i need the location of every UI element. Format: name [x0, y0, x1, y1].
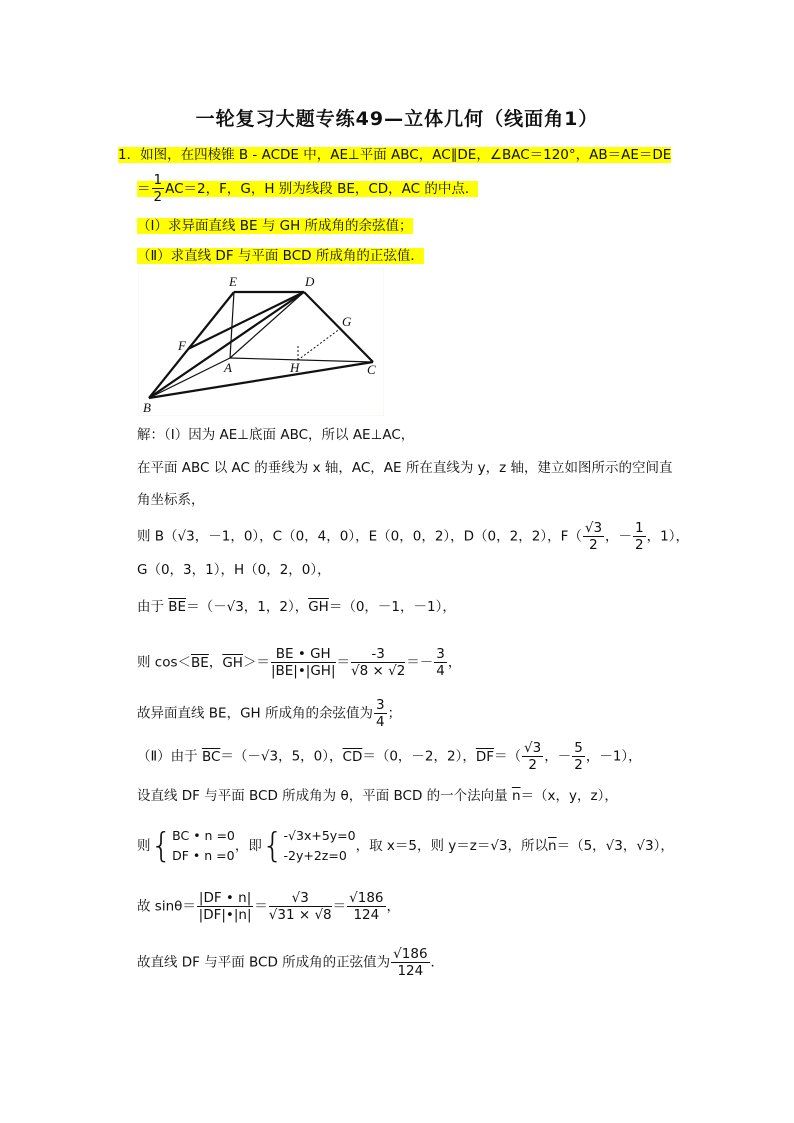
solution-line-11	[137, 824, 674, 868]
vector-n: $\overline{n}$	[548, 838, 557, 854]
text: ，取 x＝5，则 y＝z＝√3，所以	[355, 838, 549, 854]
solution-line-6	[137, 597, 456, 617]
vector-BC: $\overline{BC}$	[201, 748, 221, 765]
text: ，	[386, 898, 401, 915]
cos-fraction-1	[271, 646, 336, 679]
text: 由于	[137, 599, 169, 615]
system-2-row-1: -√3x+5y=0	[283, 828, 356, 843]
cos-fraction-2	[351, 646, 405, 679]
part-2-text: （Ⅱ）求直线 DF 与平面 BCD 所成角的正弦值．	[137, 248, 424, 264]
frac-den: 124	[353, 907, 380, 923]
text: ，即	[234, 838, 262, 854]
left-brace-icon: {	[150, 826, 173, 866]
sin-fraction-2	[269, 890, 332, 923]
frac-den: 4	[376, 714, 385, 730]
label-H: H	[290, 360, 300, 375]
text: ＝（0，－1，－1），	[328, 599, 456, 615]
text: ．	[430, 954, 445, 971]
frac-den: 124	[397, 963, 424, 979]
text: ，	[447, 654, 462, 671]
problem-line-1	[118, 145, 671, 165]
text: 故 sinθ＝	[137, 898, 196, 915]
frac-num: |DF • n|	[198, 890, 252, 906]
solution-line-1: 解：（Ⅰ）因为 AE⊥底面 ABC，所以 AE⊥AC，	[137, 427, 415, 443]
text: 则 cos＜	[137, 654, 192, 671]
frac-sqrt3-over-2	[522, 740, 543, 773]
text: ＝	[332, 898, 347, 915]
frac-den: 2	[153, 189, 163, 205]
text: ，	[208, 654, 223, 671]
text: ，－1），	[585, 748, 642, 765]
text: ＝（5，√3，√3），	[556, 838, 674, 854]
problem-text-2	[137, 172, 479, 205]
frac-num: √3	[584, 520, 603, 536]
system-1	[172, 826, 235, 866]
sin-fraction-3	[347, 890, 385, 923]
frac-num: √186	[349, 890, 384, 906]
frac-1-over-2	[633, 520, 646, 553]
text: ＝（－√3，5，0），	[220, 748, 343, 765]
vector-BE: $\overline{BE}$	[168, 599, 187, 615]
text: ＞＝	[242, 654, 270, 671]
frac-num: -3	[351, 646, 405, 663]
frac-den: √8 × √2	[351, 663, 406, 679]
frac-den: |BE|•|GH|	[270, 663, 336, 679]
solution-line-12	[137, 890, 400, 923]
coords-end: ，1），	[646, 528, 689, 545]
solution-line-8	[137, 697, 401, 730]
text: ；	[387, 705, 402, 722]
text: ＝	[336, 654, 350, 671]
label-A: A	[224, 360, 232, 375]
frac-5-over-2	[572, 740, 585, 773]
label-G: G	[342, 314, 352, 329]
label-F: F	[178, 338, 186, 353]
vector-DF: $\overline{DF}$	[475, 748, 495, 765]
pyramid-figure	[138, 268, 384, 416]
system-1-row-2: DF • n =0	[172, 848, 235, 863]
solution-line-9	[137, 740, 642, 773]
vector-GH: $\overline{GH}$	[222, 654, 243, 671]
cos-fraction-3	[434, 646, 447, 679]
frac-num: 1	[635, 520, 644, 536]
label-C: C	[367, 362, 376, 377]
system-2	[284, 826, 356, 866]
solution-line-7	[137, 646, 461, 679]
vector-CD: $\overline{CD}$	[342, 748, 363, 765]
frac-sqrt3-over-2	[583, 520, 604, 553]
page-title: 一轮复习大题专练49—立体几何（线面角1）	[195, 108, 599, 130]
frac-num: √186	[393, 946, 428, 962]
problem-line-2	[137, 172, 478, 205]
half-fraction	[152, 172, 165, 205]
solution-line-5: G（0，3，1），H（0，2，0），	[137, 562, 331, 578]
text: 则	[137, 838, 151, 854]
solution-line-2: 在平面 ABC 以 AC 的垂线为 x 轴，AC，AE 所在直线为 y，z 轴，建立如图所示的空间直	[137, 460, 673, 476]
text: ＝（0，－2，2），	[362, 748, 476, 765]
solution-line-13	[137, 946, 444, 979]
coords-text: 则 B（√3，－1，0），C（0，4，0），E（0，0，2），D（0，2，2），F（	[137, 528, 582, 545]
vector-BE: $\overline{BE}$	[191, 654, 209, 671]
problem-part-1	[137, 216, 413, 236]
frac-den: 4	[436, 663, 445, 679]
problem-text-1: 1．如图，在四棱锥 B - ACDE 中，AE⊥平面 ABC，AC∥DE，∠BAC＝120°，AB＝AE＝DE	[118, 147, 672, 163]
frac-num: BE • GH	[271, 646, 336, 663]
frac-num: 1	[153, 172, 163, 188]
answer-fraction-sqrt186-124	[391, 946, 429, 979]
problem-text-2-suffix: AC＝2，F，G，H 别为线段 BE，CD，AC 的中点．	[165, 180, 479, 197]
frac-num: √3	[524, 740, 542, 756]
answer-fraction-3-4	[374, 697, 387, 730]
part-1-text: （Ⅰ）求异面直线 BE 与 GH 所成角的余弦值；	[137, 218, 413, 234]
text: 故异面直线 BE，GH 所成角的余弦值为	[137, 705, 373, 722]
text: ，－	[544, 748, 572, 765]
vector-n: $\overline{n}$	[511, 788, 521, 804]
solution-line-4	[137, 520, 689, 553]
frac-den: 2	[528, 757, 537, 773]
vector-GH: $\overline{GH}$	[308, 599, 329, 615]
system-2-row-2: -2y+2z=0	[283, 848, 347, 863]
frac-den: |DF|•|n|	[198, 907, 252, 923]
text: 故直线 DF 与平面 BCD 所成角的正弦值为	[137, 954, 391, 971]
frac-num: 5	[574, 740, 583, 756]
frac-den: 2	[574, 757, 583, 773]
text: ＝（－√3，1，2），	[186, 599, 309, 615]
label-D: D	[305, 274, 315, 289]
frac-num: √3	[269, 890, 332, 907]
text: 设直线 DF 与平面 BCD 所成角为 θ，平面 BCD 的一个法向量	[137, 788, 512, 804]
frac-num: 3	[436, 646, 445, 662]
text: ＝（x，y，z），	[520, 788, 618, 804]
solution-line-10	[137, 786, 618, 806]
solution-line-3: 角坐标系，	[137, 492, 205, 508]
left-brace-icon: {	[261, 826, 284, 866]
frac-den: 2	[589, 537, 598, 553]
coords-sep: ，－	[605, 528, 633, 545]
problem-eq: ＝	[137, 180, 151, 197]
problem-part-2	[137, 246, 424, 266]
text: ＝（	[494, 748, 522, 765]
sin-fraction-1	[197, 890, 253, 923]
frac-den: 2	[635, 537, 644, 553]
text: （Ⅱ）由于	[137, 748, 202, 765]
label-E: E	[229, 274, 237, 289]
system-1-row-1: BC • n =0	[172, 828, 235, 843]
text: ＝－	[406, 654, 434, 671]
frac-den: √31 × √8	[268, 907, 332, 923]
label-B: B	[143, 400, 151, 415]
frac-num: 3	[376, 697, 385, 713]
text: ＝	[254, 898, 268, 915]
